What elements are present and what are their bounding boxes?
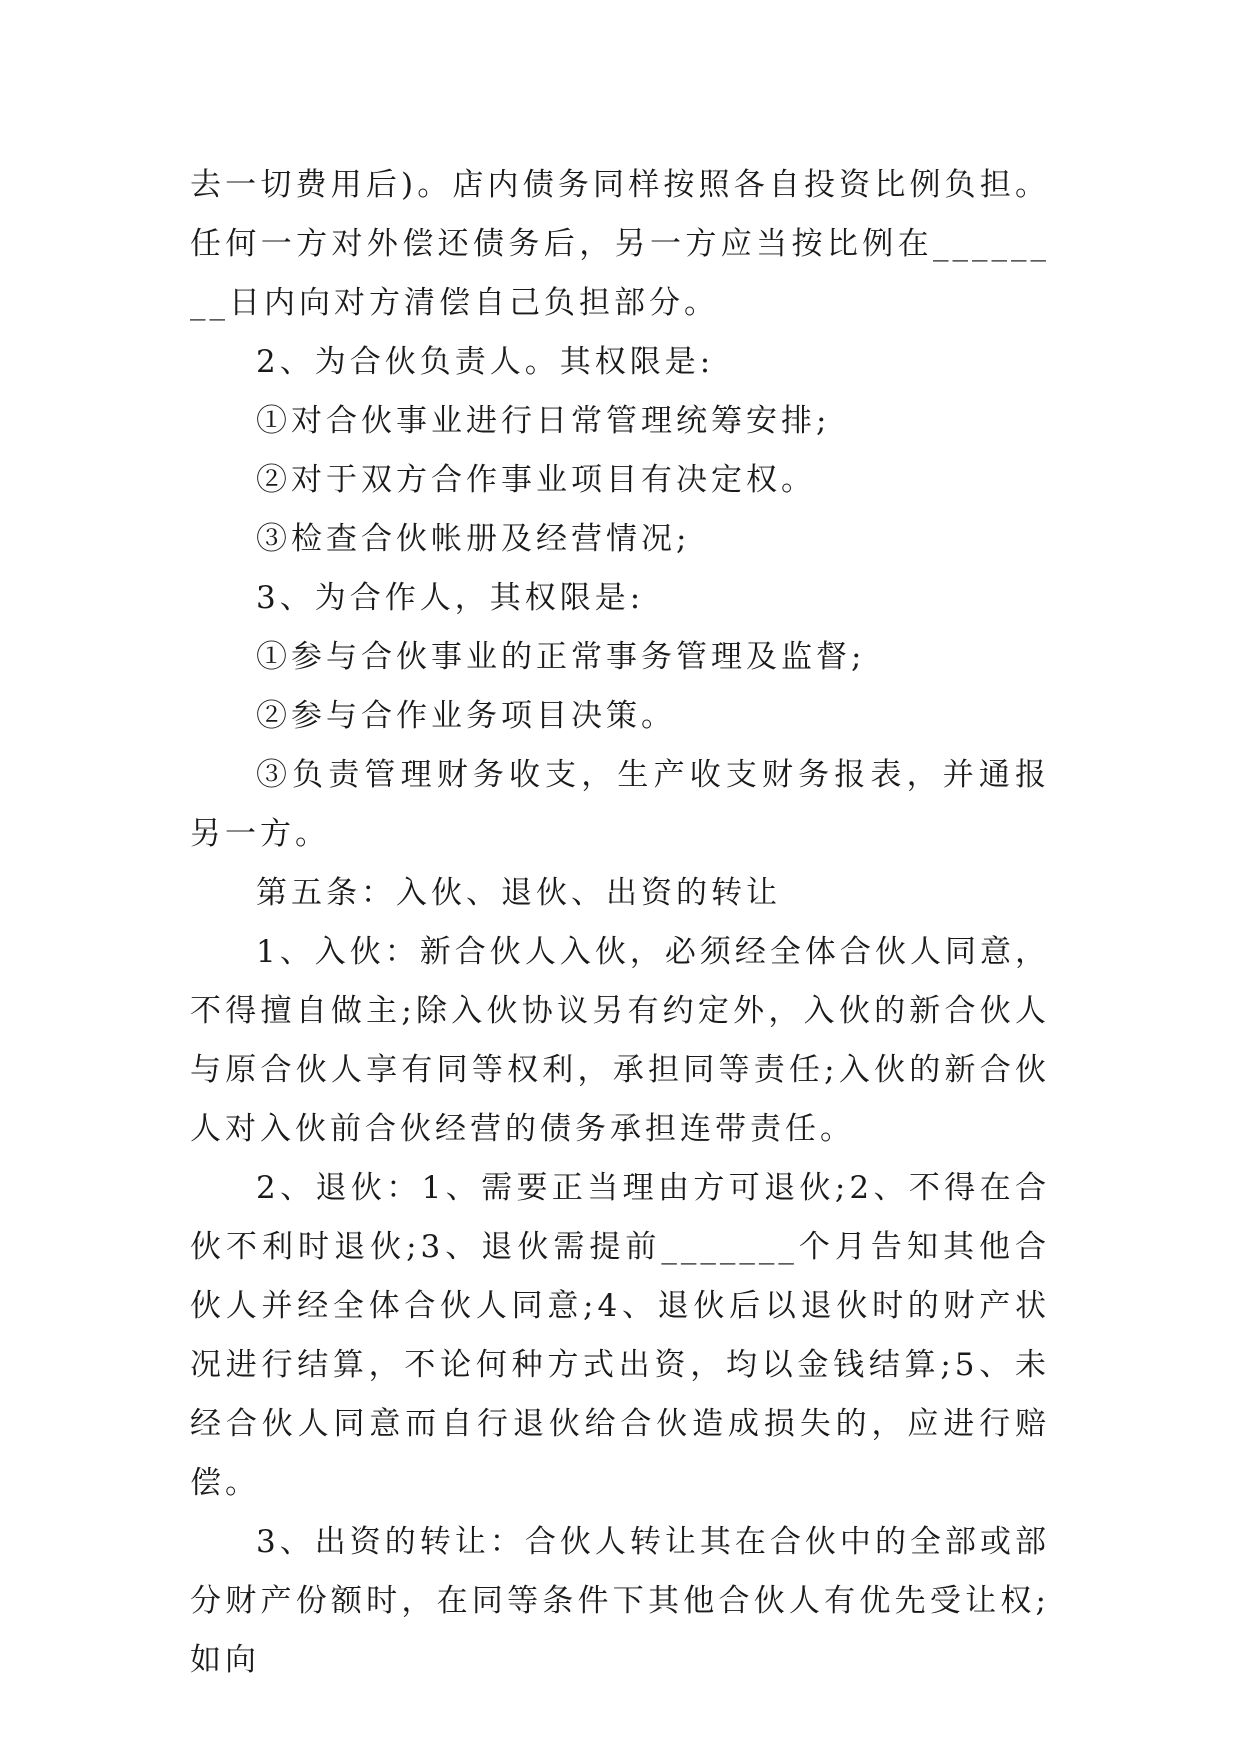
list-item-finance: ③负责管理财务收支，生产收支财务报表，并通报另一方。	[190, 757, 1050, 852]
list-item-decision-right: ②对于双方合作事业项目有决定权。	[256, 462, 816, 498]
list-item-daily-management: ①对合伙事业进行日常管理统筹安排;	[256, 403, 831, 439]
list-item-participate-management: ①参与合伙事业的正常事务管理及监督;	[256, 639, 866, 675]
paragraph-cooperator: 3、为合作人，其权限是:	[256, 580, 645, 616]
document-body	[190, 156, 1050, 1690]
paragraph-debt-repayment: 去一切费用后)。店内债务同样按照各自投资比例负担。任何一方对外偿还债务后，另一方应当按比例在________日内向对方清偿自己负担部分。	[190, 167, 1050, 321]
list-item-inspect-books: ③检查合伙帐册及经营情况;	[256, 521, 691, 557]
paragraph-transfer: 3、出资的转让：合伙人转让其在合伙中的全部或部分财产份额时，在同等条件下其他合伙人有优先受让权;如向	[190, 1524, 1050, 1678]
paragraph-responsible-partner: 2、为合伙负责人。其权限是:	[256, 344, 715, 380]
paragraph-withdrawal: 2、退伙：1、需要正当理由方可退伙;2、不得在合伙不利时退伙;3、退伙需提前_______个月告知其他合伙人并经全体合伙人同意;4、退伙后以退伙时的财产状况进行结算，不论何种方式出资，均以金钱结算;5、未经合伙人同意而自行退伙给合伙造成损失的，应进行赔偿。	[190, 1170, 1050, 1501]
paragraph-joining: 1、入伙：新合伙人入伙，必须经全体合伙人同意，不得擅自做主;除入伙协议另有约定外，入伙的新合伙人与原合伙人享有同等权利，承担同等责任;入伙的新合伙人对入伙前合伙经营的债务承担连带责任。	[190, 934, 1050, 1147]
section-heading-article-5: 第五条：入伙、退伙、出资的转让	[256, 875, 781, 911]
list-item-participate-decision: ②参与合作业务项目决策。	[256, 698, 676, 734]
